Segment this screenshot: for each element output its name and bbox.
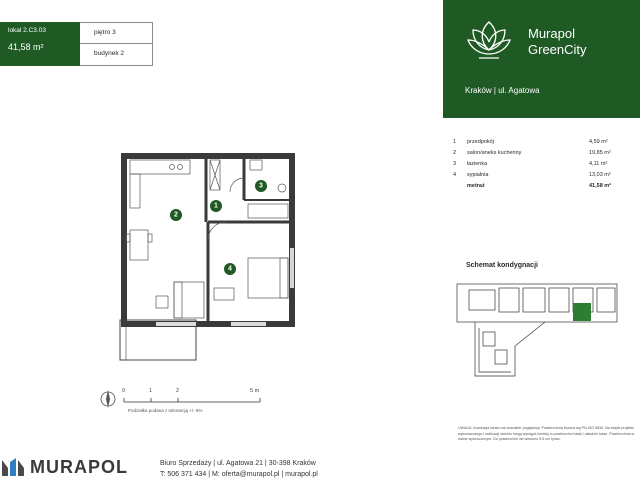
unit-id-panel (0, 22, 80, 66)
room-row (453, 136, 623, 147)
room-row (453, 158, 623, 169)
room-name: łazienka (467, 160, 488, 167)
unit-building: budynek 2 (80, 44, 153, 66)
scale-tolerance-note: Podziałka podana z tolerancją +/- 5% (128, 408, 203, 413)
floor-schema-diagram (455, 276, 625, 386)
scale-label-2: 2 (176, 388, 180, 394)
scale-label-0: 0 (122, 388, 126, 394)
murapol-wordmark: MURAPOL (30, 457, 128, 477)
brand-name-line2: GreenCity (528, 42, 587, 57)
room-area: 13,03 m² (589, 171, 611, 178)
room-name: sypialnia (467, 171, 489, 178)
room-number: 4 (453, 171, 457, 178)
lotus-logo-icon (465, 18, 513, 62)
room-area: 19,85 m² (589, 149, 611, 156)
floor-schema-title: Schemat kondygnacji (466, 262, 538, 269)
floor-plan (96, 148, 306, 368)
murapol-logo-icon (0, 456, 26, 478)
room-number: 1 (453, 138, 457, 145)
room-area: 4,59 m² (589, 138, 608, 145)
sales-office-address: Biuro Sprzedaży | ul. Agatowa 21 | 30-398 Kraków (160, 460, 316, 467)
total-area-row (453, 180, 623, 191)
unit-info-box (0, 22, 153, 66)
brand-panel (443, 0, 640, 118)
disclaimer-notice: UWAGA: Aranżacja lokalu ma charakter poglądowy. Powierzchnia liczona wg PN-ISO 9836. Na etapie projektu wykonawczego i realizacji obiektu mogą wystąpić korekty w powierzchni lokali i układzie ścian. Powierzchnia w stanie wykończonym. Do powierzchni nie wliczono 5,5 cm tynku. (458, 426, 635, 442)
total-label: metraż (467, 182, 485, 189)
room-badge-2-label: 2 (174, 211, 178, 219)
unit-number: lokal 2.C3.03 (8, 27, 46, 34)
brand-name-line1: Murapol (528, 26, 575, 41)
unit-floor: piętro 3 (80, 22, 153, 44)
contact-info (160, 458, 318, 480)
unit-area: 41,58 m² (8, 42, 44, 52)
room-row (453, 169, 623, 180)
room-name: salon/aneks kuchenny (467, 149, 522, 156)
room-list (453, 136, 623, 191)
room-row (453, 147, 623, 158)
highlighted-unit (573, 303, 591, 321)
scale-label-1: 1 (149, 388, 153, 394)
scale-label-5: 5 m (250, 388, 260, 394)
room-area: 4,11 m² (589, 160, 608, 167)
room-name: przedpokój (467, 138, 494, 145)
brand-location: Kraków | ul. Agatowa (465, 86, 540, 95)
total-area: 41,58 m² (589, 182, 612, 189)
room-badge-3-label: 3 (259, 182, 263, 190)
room-number: 2 (453, 149, 457, 156)
room-number: 3 (453, 160, 457, 167)
brand-name (528, 26, 587, 58)
room-badge-4-label: 4 (228, 265, 232, 273)
room-label-badges (170, 180, 267, 275)
contact-details: T: 506 371 434 | M: oferta@murapol.pl | murapol.pl (160, 471, 318, 478)
room-badge-1-label: 1 (214, 202, 218, 210)
